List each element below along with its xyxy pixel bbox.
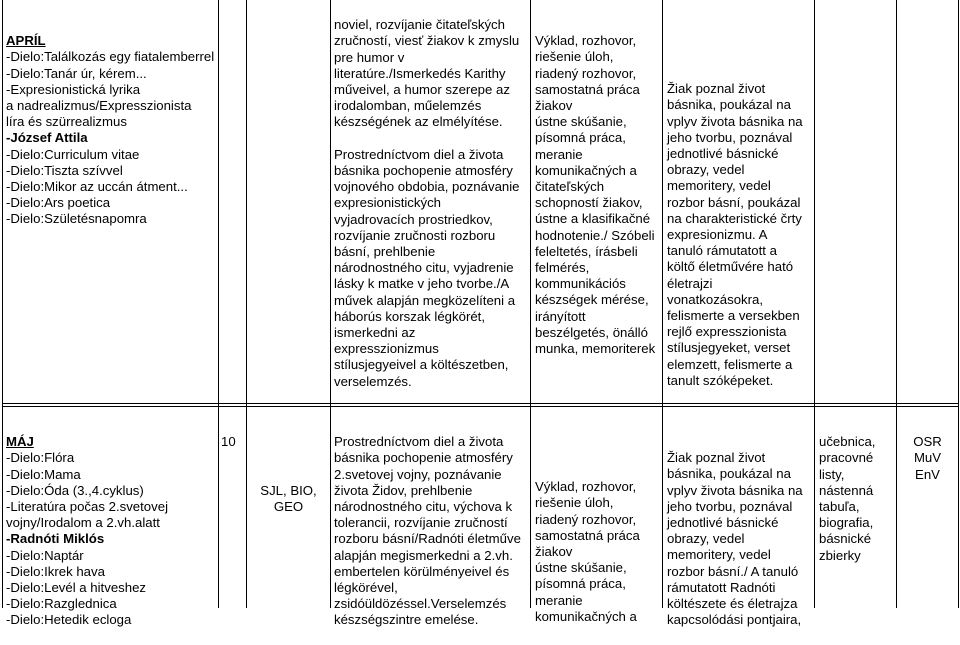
text-line: készségének az elmélyítése. bbox=[334, 114, 503, 130]
text-line: embertelen körülményeivel és bbox=[334, 563, 510, 579]
text-line: pracovné bbox=[819, 450, 874, 466]
topic-line: -Literatúra počas 2.svetovej bbox=[6, 499, 168, 515]
text-line: literatúre./Ismerkedés Karithy bbox=[334, 65, 506, 81]
text-line: Prostredníctvom diel a života bbox=[334, 146, 504, 162]
text-line: noviel, rozvíjanie čitateľských bbox=[334, 17, 505, 33]
text-line: vonatkozásokra, bbox=[667, 291, 764, 307]
grid-line bbox=[218, 0, 219, 608]
text-line: OSR bbox=[913, 434, 942, 450]
text-line: básnika pochopenie atmosféry bbox=[334, 163, 513, 179]
author-heading: -József Attila bbox=[6, 130, 88, 146]
author-heading: -Radnóti Miklós bbox=[6, 531, 105, 547]
text-line: költészete és életrajza bbox=[667, 596, 798, 612]
grid-line bbox=[958, 0, 959, 608]
text-line: beszélgetés, önálló bbox=[535, 324, 648, 340]
text-line: Výklad, rozhovor, bbox=[535, 479, 637, 495]
may-notes-cell bbox=[897, 418, 958, 499]
topic-line: -Dielo:Levél a hitveshez bbox=[6, 580, 147, 596]
text-line: básnika, poukázal na bbox=[667, 97, 791, 113]
topic-line: -Expresionistická lyrika bbox=[6, 81, 141, 97]
text-line: riešenie úloh, bbox=[535, 495, 614, 511]
text-line: EnV bbox=[915, 466, 940, 482]
text-line: rejlő expresszionista bbox=[667, 324, 787, 340]
text-line: vplyv života básnika na bbox=[667, 482, 803, 498]
text-line: žiakov bbox=[535, 98, 573, 114]
text-line: písomná práca, bbox=[535, 576, 626, 592]
text-line: básnické bbox=[819, 531, 872, 547]
text-line: tolerancii, rozvíjanie zručností bbox=[334, 515, 508, 531]
text-line: rámutatott Radnóti bbox=[667, 579, 776, 595]
may-goals-cell bbox=[334, 418, 528, 645]
text-line: učebnica, bbox=[819, 434, 876, 450]
grid-line bbox=[2, 0, 3, 608]
topic-line: -Dielo:Razglednica bbox=[6, 596, 117, 612]
text-line: listy, bbox=[819, 466, 845, 482]
text-line: žiakov bbox=[535, 544, 573, 560]
text-line: tanult szóképeket. bbox=[667, 372, 774, 388]
topic-line: -Dielo:Hetedik ecloga bbox=[6, 612, 132, 628]
topic-line: -Dielo:Naptár bbox=[6, 547, 84, 563]
april-topic-cell bbox=[6, 17, 216, 244]
topic-line: a nadrealizmus/Expresszionista bbox=[6, 98, 192, 114]
grid-line bbox=[814, 0, 815, 608]
text-line: alapján megismerkedni a 2.vh. bbox=[334, 547, 513, 563]
grid-line bbox=[330, 0, 331, 608]
text-line: zbierky bbox=[819, 547, 861, 563]
grid-line bbox=[2, 406, 959, 407]
text-line: komunikačných a bbox=[535, 608, 637, 624]
text-line: műveivel, a humor szerepe az bbox=[334, 82, 510, 98]
text-line: felismerte a versekben bbox=[667, 308, 800, 324]
april-outcomes-cell bbox=[667, 65, 813, 405]
text-line: MuV bbox=[913, 450, 942, 466]
text-line: expresionistických bbox=[334, 195, 442, 211]
text-line: 2.svetovej vojny, poznávanie bbox=[334, 466, 502, 482]
text-line: felmérés, bbox=[535, 260, 590, 276]
may-topic-cell bbox=[6, 418, 216, 645]
text-line: tabuľa, bbox=[819, 499, 860, 515]
text-line: básní, prehlbenie bbox=[334, 244, 436, 260]
text-line: jednotlivé básnické bbox=[667, 515, 779, 531]
topic-line: líra és szürrealizmus bbox=[6, 114, 127, 130]
text-line: komunikačných a bbox=[535, 162, 637, 178]
topic-line: -Dielo:Tiszta szívvel bbox=[6, 162, 123, 178]
text-line: Výklad, rozhovor, bbox=[535, 33, 637, 49]
text-line: készségek mérése, bbox=[535, 292, 649, 308]
text-line: básnika, poukázal na bbox=[667, 466, 791, 482]
hours-value: 10 bbox=[221, 434, 236, 450]
text-line: samostatná práca bbox=[535, 81, 640, 97]
text-line: ústne skúšanie, bbox=[535, 560, 627, 576]
text-line: GEO bbox=[273, 499, 304, 515]
text-line: kapcsolódási pontjaira, bbox=[667, 612, 802, 628]
may-hours-cell bbox=[221, 418, 245, 467]
text-line: Žiak poznal život bbox=[667, 81, 766, 97]
text-line: irányított bbox=[535, 308, 586, 324]
text-line: rozbor básní./ A tanuló bbox=[667, 563, 799, 579]
text-line: expresionizmu. A bbox=[667, 227, 768, 243]
text-line: jeho tvorbu, poznával bbox=[667, 498, 793, 514]
text-line: költő életművére ható bbox=[667, 259, 794, 275]
topic-line: -Dielo:Óda (3.,4.cyklus) bbox=[6, 482, 144, 498]
april-methods-cell bbox=[535, 17, 661, 373]
text-line: národnostného citu, výchova k bbox=[334, 499, 513, 515]
may-links-cell bbox=[247, 467, 330, 532]
topic-line: -Dielo:Curriculum vitae bbox=[6, 146, 140, 162]
text-line: pre humor v bbox=[334, 49, 405, 65]
text-line: schopností žiakov, bbox=[535, 195, 643, 211]
topic-line: -Dielo:Ars poetica bbox=[6, 195, 111, 211]
text-line: básnika pochopenie atmosféry bbox=[334, 450, 513, 466]
text-line: tanuló rámutatott a bbox=[667, 243, 777, 259]
text-line: irodalomban, műelemzés bbox=[334, 98, 482, 114]
topic-line: vojny/Irodalom a 2.vh.alatt bbox=[6, 515, 160, 531]
grid-line bbox=[530, 0, 531, 608]
text-line: stílusjegyeket, verset bbox=[667, 340, 791, 356]
text-line: riešenie úloh, bbox=[535, 49, 614, 65]
text-line: ústne a klasifikačné bbox=[535, 211, 651, 227]
text-line: verselemzés. bbox=[334, 373, 412, 389]
may-methods-cell bbox=[535, 463, 661, 641]
text-line: stílusjegyeivel a költészetben, bbox=[334, 357, 509, 373]
text-line: memoritery, vedel bbox=[667, 547, 771, 563]
text-line: kommunikációs bbox=[535, 276, 626, 292]
text-line: na charakteristické črty bbox=[667, 210, 802, 226]
text-line bbox=[334, 131, 528, 147]
text-line: feleltetés, írásbeli bbox=[535, 243, 638, 259]
text-line: obrazy, vedel bbox=[667, 531, 745, 547]
text-line: písomná práca, bbox=[535, 130, 626, 146]
text-line: nástenná bbox=[819, 482, 874, 498]
text-line: meranie bbox=[535, 146, 583, 162]
text-line: ústne skúšanie, bbox=[535, 114, 627, 130]
topic-line: -Dielo:Flóra bbox=[6, 450, 75, 466]
text-line: művek alapján megközelíteni a bbox=[334, 292, 516, 308]
text-line: Žiak poznal život bbox=[667, 450, 766, 466]
may-outcomes-cell bbox=[667, 434, 813, 645]
text-line: elemzett, felismerte a bbox=[667, 356, 793, 372]
topic-line: -Dielo:Találkozás egy fiatalemberrel bbox=[6, 49, 215, 65]
text-line: rozboru básní/Radnóti életműve bbox=[334, 531, 521, 547]
text-line: készségszintre emelése. bbox=[334, 612, 479, 628]
month-heading: APRÍL bbox=[6, 33, 46, 49]
text-line: légkörével, bbox=[334, 580, 398, 596]
text-line: meranie bbox=[535, 592, 583, 608]
text-line: vplyv života básnika na bbox=[667, 113, 803, 129]
topic-line: -Dielo:Mama bbox=[6, 466, 81, 482]
text-line: zsidóüldözéssel.Verselemzés bbox=[334, 596, 507, 612]
text-line: életrajzi bbox=[667, 275, 713, 291]
topic-line: -Dielo:Születésnapomra bbox=[6, 211, 147, 227]
text-line: rozbor básní, poukázal bbox=[667, 194, 801, 210]
may-aids-cell bbox=[819, 418, 895, 580]
text-line: života Židov, prehlbenie bbox=[334, 482, 473, 498]
topic-line: -Dielo:Mikor az uccán átment... bbox=[6, 179, 188, 195]
text-line: jednotlivé básnické bbox=[667, 146, 779, 162]
text-line: čitateľských bbox=[535, 179, 605, 195]
text-line: jeho tvorbu, poznával bbox=[667, 129, 793, 145]
text-line: memoritery, vedel bbox=[667, 178, 771, 194]
text-line: expresszionizmus bbox=[334, 341, 439, 357]
text-line: vyjadrovacích prostriedkov, bbox=[334, 211, 493, 227]
text-line: obrazy, vedel bbox=[667, 162, 745, 178]
text-line: rozvíjanie zručnosti rozboru bbox=[334, 227, 496, 243]
april-goals-cell bbox=[334, 1, 528, 406]
text-line: Prostredníctvom diel a života bbox=[334, 434, 504, 450]
grid-line bbox=[896, 0, 897, 608]
topic-line: -Dielo:Ikrek hava bbox=[6, 563, 105, 579]
grid-line bbox=[662, 0, 663, 608]
text-line: národnostného citu, vyjadrenie bbox=[334, 260, 514, 276]
text-line: háborús korszak légkörét, bbox=[334, 308, 485, 324]
text-line: samostatná práca bbox=[535, 527, 640, 543]
topic-line: -Dielo:Tanár úr, kérem... bbox=[6, 65, 147, 81]
text-line: riadený rozhovor, bbox=[535, 65, 637, 81]
text-line: zručností, viesť žiakov k zmyslu bbox=[334, 33, 520, 49]
text-line: SJL, BIO, bbox=[260, 483, 317, 499]
text-line: riadený rozhovor, bbox=[535, 511, 637, 527]
text-line: munka, memoriterek bbox=[535, 341, 656, 357]
month-heading: MÁJ bbox=[6, 434, 34, 450]
text-line: lásky k matke v jeho tvorbe./A bbox=[334, 276, 510, 292]
text-line: vojnového obdobia, poznávanie bbox=[334, 179, 520, 195]
text-line: ismerkedni az bbox=[334, 325, 416, 341]
text-line: hodnotenie./ Szóbeli bbox=[535, 227, 655, 243]
text-line: biografia, bbox=[819, 515, 874, 531]
